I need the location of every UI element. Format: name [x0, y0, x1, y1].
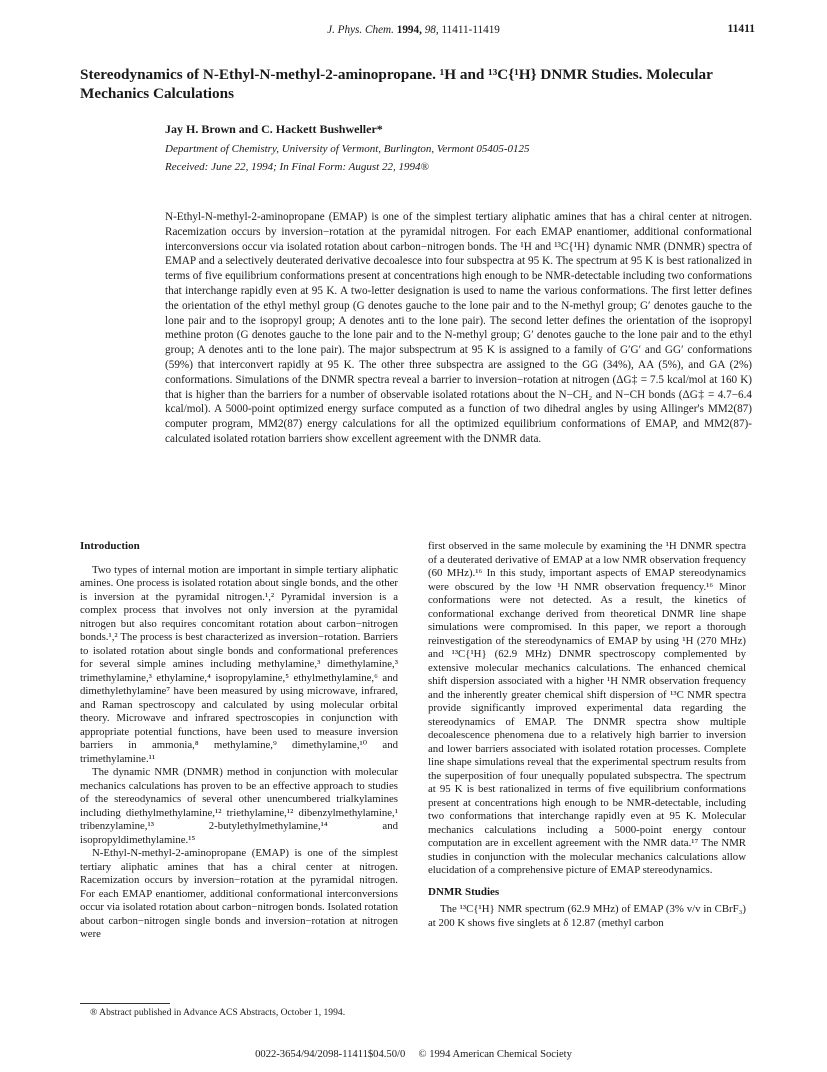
left-column: [80, 540, 398, 942]
intro-paragraph-2: The dynamic NMR (DNMR) method in conjunction with molecular mechanics calculations has proven to be an effective approach to studies of the stereodynamics of several other unencumbered trialkylamines including diethylmethylamine,¹² triethylamine,¹² dibenzylmethylamine,¹ tribenzylamine,¹³ 2-butylethylmethylamine,¹⁴ and isopropyldimethylamine.¹⁵: [80, 766, 398, 846]
article-code: 0022-3654/94/2098-11411$04.50/0: [255, 1049, 406, 1060]
intro-paragraph-continued: first observed in the same molecule by examining the ¹H DNMR spectra of a deuterated derivative of EMAP at a low NMR observation frequency (60 MHz).¹⁶ In this study, important aspects of EMAP stereodynamics were obscured by the low ¹H NMR observation frequency.¹⁶ Minor conformations were not detected. As a result, the kinetics of conformational exchange derived from theoretical DNMR line shape simulations were compromised. In this paper, we report a thorough reinvestigation of the stereodynamics of EMAP by using ¹H (270 MHz) and ¹³C{¹H} (62.9 MHz) DNMR spectroscopy complemented by extensive molecular mechanics calculations. The enhanced chemical shift dispersion associated with a higher ¹H NMR observation frequency and the inherently greater chemical shift dispersion of ¹³C NMR spectra provide significantly improved experimental data regarding the stereodynamics of EMAP. The DNMR spectra show multiple decoalescence phenomena due to a relatively high barrier to inversion and lower barriers associated with isolated rotation processes. Complete line shape simulations reveal that the experimental spectrum results from the superposition of four unequally populated subspectra. The spectrum at 95 K is best rationalized in terms of five equilibrium conformations present at concentrations high enough to be NMR-detectable, including two conformations that interchange rapidly even at 95 K. Molecular mechanics calculations including a 5000-point energy contour computation are in excellent agreement with the NMR data.¹⁷ The NMR studies in conjunction with the molecular mechanics calculations allow elucidation of a comprehensive picture of EMAP stereodynamics.: [428, 540, 746, 876]
page-number: 11411: [727, 23, 755, 35]
journal-pages: 11411-11419: [441, 24, 500, 36]
author-list: Jay H. Brown and C. Hackett Bushweller*: [165, 122, 383, 136]
right-column: [428, 540, 746, 930]
dnmr-paragraph-1: The ¹³C{¹H} NMR spectrum (62.9 MHz) of EMAP (3% v/v in CBrF₃) at 200 K shows five singlets at δ 12.87 (methyl carbon: [428, 903, 746, 929]
section-heading-introduction: Introduction: [80, 540, 140, 552]
journal-name: J. Phys. Chem.: [327, 24, 394, 36]
section-heading-dnmr: DNMR Studies: [428, 885, 500, 898]
journal-volume: 98,: [424, 24, 439, 36]
footnote-rule: [80, 1003, 170, 1004]
copyright-line: [0, 1049, 827, 1060]
received-dates: Received: June 22, 1994; In Final Form: August 22, 1994®: [165, 161, 429, 173]
intro-paragraph-1: Two types of internal motion are important in simple tertiary aliphatic amines. One process is isolated rotation about single bonds, and the other is inversion at the pyramidal nitrogen.¹,² Pyramidal inversion is a complex process that involves not only inversion at the pyramidal nitrogen but also requires concomitant rotation about carbon−nitrogen bonds.¹,² The process is best characterized as inversion−rotation. Barriers to isolated rotation about single bonds and conformational preferences for several simple amines including methylamine,³ dimethylamine,³ trimethylamine,³ ethylamine,⁴ isopropylamine,⁵ ethylmethylamine,⁶ and dimethylethylamine⁷ have been measured by using microwave, infrared, and Raman spectroscopy and calculated by using molecular orbital theory. Microwave and infrared spectroscopies in conjunction with appropriate potential functions, have been used to measure inversion barriers in ammonia,⁸ methylamine,⁹ dimethylamine,¹⁰ and trimethylamine.¹¹: [80, 563, 398, 765]
footnote: ® Abstract published in Advance ACS Abstracts, October 1, 1994.: [90, 1007, 346, 1018]
affiliation: Department of Chemistry, University of Vermont, Burlington, Vermont 05405-0125: [165, 143, 530, 155]
running-header: [0, 24, 827, 36]
copyright: © 1994 American Chemical Society: [418, 1049, 572, 1060]
abstract: N-Ethyl-N-methyl-2-aminopropane (EMAP) is one of the simplest tertiary aliphatic amines that has a chiral center at nitrogen. Racemization occurs by inversion−rotation at the pyramidal nitrogen. For each EMAP enantiomer, additional conformational interconversions occur via isolated rotation about carbon−nitrogen bonds. The ¹H and ¹³C{¹H} dynamic NMR (DNMR) spectra of EMAP and a selectively deuterated derivative decoalesce into four subspectra at 95 K. The spectrum at 95 K is best rationalized in terms of five equilibrium conformations present at concentrations high enough to be NMR-detectable including two conformations that interchange rapidly even at 95 K. A two-letter designation is used to name the various conformations. The first letter defines the orientation of the ethyl methyl group (G denotes gauche to the lone pair and to the N-methyl group; G′ denotes gauche to the lone pair and to the isopropyl group; A denotes anti to the lone pair). The second letter defines the orientation of the isopropyl methine proton (G denotes gauche to the lone pair and to the N-methyl group; G′ denotes gauche to the lone pair and to the ethyl group; A denotes anti to the lone pair). The major subspectrum at 95 K is assigned to a family of G′G′ and GG′ conformations (59%) that interconvert rapidly at 95 K. The other three subspectra are assigned to the GG (34%), AA (5%), and GA (2%) conformations. Simulations of the DNMR spectra reveal a barrier to inversion−rotation at nitrogen (ΔG‡ = 7.5 kcal/mol at 160 K) that is higher than the barriers for a number of observable isolated rotations about the N−CH₂ and N−CH bonds (ΔG‡ = 4.7−6.4 kcal/mol). A 5000-point optimized energy surface computed as a function of two dihedral angles by using Allinger's MM2(87) computer program, MM2(87) energy calculations for all the optimized equilibrium conformations of EMAP, and MM2(87)-calculated isolated rotation barriers show excellent agreement with the DNMR data.: [165, 211, 752, 445]
intro-paragraph-3: N-Ethyl-N-methyl-2-aminopropane (EMAP) is one of the simplest tertiary aliphatic amines that has a chiral center at nitrogen. Racemization occurs by inversion−rotation at the pyramidal nitrogen. For each EMAP enantiomer, additional conformational interconversions occur via isolated rotation about carbon−nitrogen bonds. Isolated rotation about carbon−nitrogen single bonds and inversion−rotation at nitrogen were: [80, 847, 398, 940]
article-title: Stereodynamics of N-Ethyl-N-methyl-2-aminopropane. ¹H and ¹³C{¹H} DNMR Studies. Molecular Mechanics Calculations: [80, 66, 713, 102]
journal-year: 1994,: [396, 24, 422, 36]
